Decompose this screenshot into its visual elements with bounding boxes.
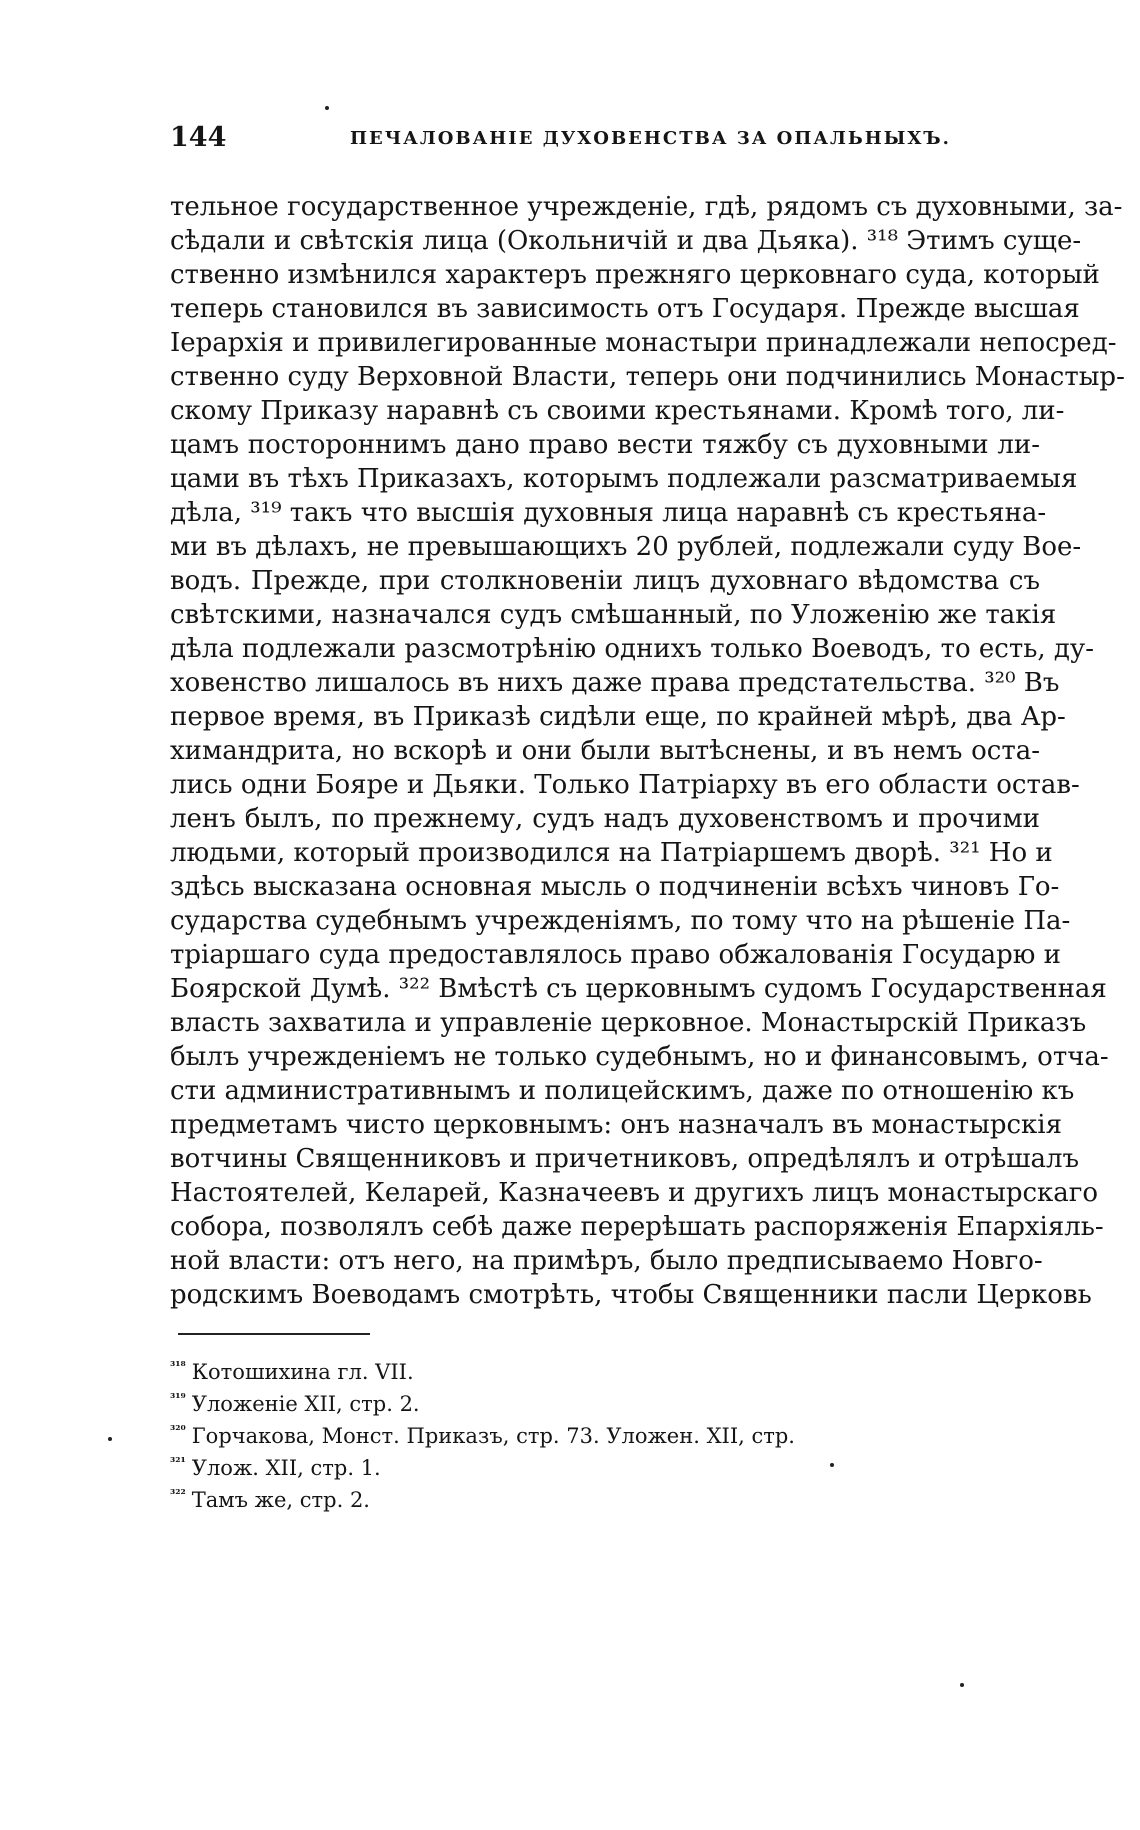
text-line: ственно суду Верховной Власти, теперь они подчинились Монастыр- xyxy=(170,362,1125,392)
text-line: ной власти: отъ него, на примѣръ, было предписываемо Новго- xyxy=(170,1246,1043,1276)
text-line: Боярской Думѣ. ³²² Вмѣстѣ съ церковнымъ судомъ Государственная xyxy=(170,974,1107,1004)
text-line: тельное государственное учрежденіе, гдѣ, рядомъ съ духовными, за- xyxy=(170,192,1123,222)
footnote-320 xyxy=(170,1414,870,1446)
text-line: цамъ постороннимъ дано право вести тяжбу съ духовными ли- xyxy=(170,430,1040,460)
scan-speck xyxy=(960,1683,964,1687)
text-line: людьми, который производился на Патріаршемъ дворѣ. ³²¹ Но и xyxy=(170,838,1053,868)
text-line: ми въ дѣлахъ, не превышающихъ 20 рублей, подлежали суду Вое- xyxy=(170,532,1082,562)
text-line: дѣла подлежали разсмотрѣнію однихъ только Воеводъ, то есть, ду- xyxy=(170,634,1095,664)
footnote-text: Тамъ же, стр. 2. xyxy=(191,1488,370,1512)
footnote-321 xyxy=(170,1446,870,1478)
main-text xyxy=(170,190,1125,1312)
text-line: сти административнымъ и полицейскимъ, даже по отношенію къ xyxy=(170,1076,1075,1106)
text-line: былъ учрежденіемъ не только судебнымъ, но и финансовымъ, отча- xyxy=(170,1042,1109,1072)
footnote-text: Котошихина гл. VII. xyxy=(191,1360,414,1384)
footnote-text: Горчакова, Монст. Приказъ, стр. 73. Уложен. XII, стр. xyxy=(191,1424,795,1448)
footnote-text: Уложеніе XII, стр. 2. xyxy=(191,1392,420,1416)
page-number: 144 xyxy=(170,122,227,153)
text-line: ховенство лишалось въ нихъ даже права предстательства. ³²⁰ Въ xyxy=(170,668,1060,698)
text-line: родскимъ Воеводамъ смотрѣть, чтобы Священники пасли Церковь xyxy=(170,1280,1092,1310)
text-line: скому Приказу наравнѣ съ своими крестьянами. Кромѣ того, ли- xyxy=(170,396,1065,426)
footnote-322 xyxy=(170,1478,870,1510)
footnote-mark: ³¹⁸ xyxy=(170,1359,186,1373)
footnote-mark: ³²¹ xyxy=(170,1455,186,1469)
text-line: власть захватила и управленіе церковное. Монастырскій Приказъ xyxy=(170,1008,1087,1038)
footnotes xyxy=(170,1350,870,1510)
text-line: собора, позволялъ себѣ даже перерѣшать распоряженія Епархіяль- xyxy=(170,1212,1104,1242)
text-line: химандрита, но вскорѣ и они были вытѣснены, и въ немъ оста- xyxy=(170,736,1040,766)
text-line: первое время, въ Приказѣ сидѣли еще, по крайней мѣрѣ, два Ар- xyxy=(170,702,1066,732)
text-line: свѣтскими, назначался судъ смѣшанный, по Уложенію же такія xyxy=(170,600,1057,630)
text-line: Настоятелей, Келарей, Казначеевъ и другихъ лицъ монастырскаго xyxy=(170,1178,1099,1208)
scan-speck xyxy=(830,1463,834,1467)
text-line: дѣла, ³¹⁹ такъ что высшія духовныя лица наравнѣ съ крестьяна- xyxy=(170,498,1047,528)
footnote-mark: ³²² xyxy=(170,1487,186,1501)
footnote-319 xyxy=(170,1382,870,1414)
text-line: ственно измѣнился характеръ прежняго церковнаго суда, который xyxy=(170,260,1100,290)
text-line: сударства судебнымъ учрежденіямъ, по тому что на рѣшеніе Па- xyxy=(170,906,1071,936)
text-line: тріаршаго суда предоставлялось право обжалованія Государю и xyxy=(170,940,1061,970)
footnote-mark: ³¹⁹ xyxy=(170,1391,186,1405)
running-title: ПЕЧАЛОВАНІЕ ДУХОВЕНСТВА ЗА ОПАЛЬНЫХЪ. xyxy=(350,128,951,149)
scan-speck xyxy=(325,106,329,110)
scan-speck xyxy=(108,1437,112,1441)
page-header xyxy=(170,122,1040,162)
text-line: Іерархія и привилегированные монастыри принадлежали непосред- xyxy=(170,328,1117,358)
footnote-text: Улож. XII, стр. 1. xyxy=(191,1456,381,1480)
text-line: здѣсь высказана основная мысль о подчиненіи всѣхъ чиновъ Го- xyxy=(170,872,1060,902)
text-line: водъ. Прежде, при столкновеніи лицъ духовнаго вѣдомства съ xyxy=(170,566,1040,596)
text-line: предметамъ чисто церковнымъ: онъ назначалъ въ монастырскія xyxy=(170,1110,1062,1140)
footnote-rule xyxy=(178,1333,370,1335)
text-line: сѣдали и свѣтскія лица (Окольничій и два Дьяка). ³¹⁸ Этимъ суще- xyxy=(170,226,1082,256)
footnote-mark: ³²⁰ xyxy=(170,1423,186,1437)
text-line: лись одни Бояре и Дьяки. Только Патріарху въ его области остав- xyxy=(170,770,1080,800)
footnote-318 xyxy=(170,1350,870,1382)
text-line: цами въ тѣхъ Приказахъ, которымъ подлежали разсматриваемыя xyxy=(170,464,1078,494)
text-line: вотчины Священниковъ и причетниковъ, опредѣлялъ и отрѣшалъ xyxy=(170,1144,1080,1174)
text-line: теперь становился въ зависимость отъ Государя. Прежде высшая xyxy=(170,294,1080,324)
text-line: ленъ былъ, по прежнему, судъ надъ духовенствомъ и прочими xyxy=(170,804,1040,834)
